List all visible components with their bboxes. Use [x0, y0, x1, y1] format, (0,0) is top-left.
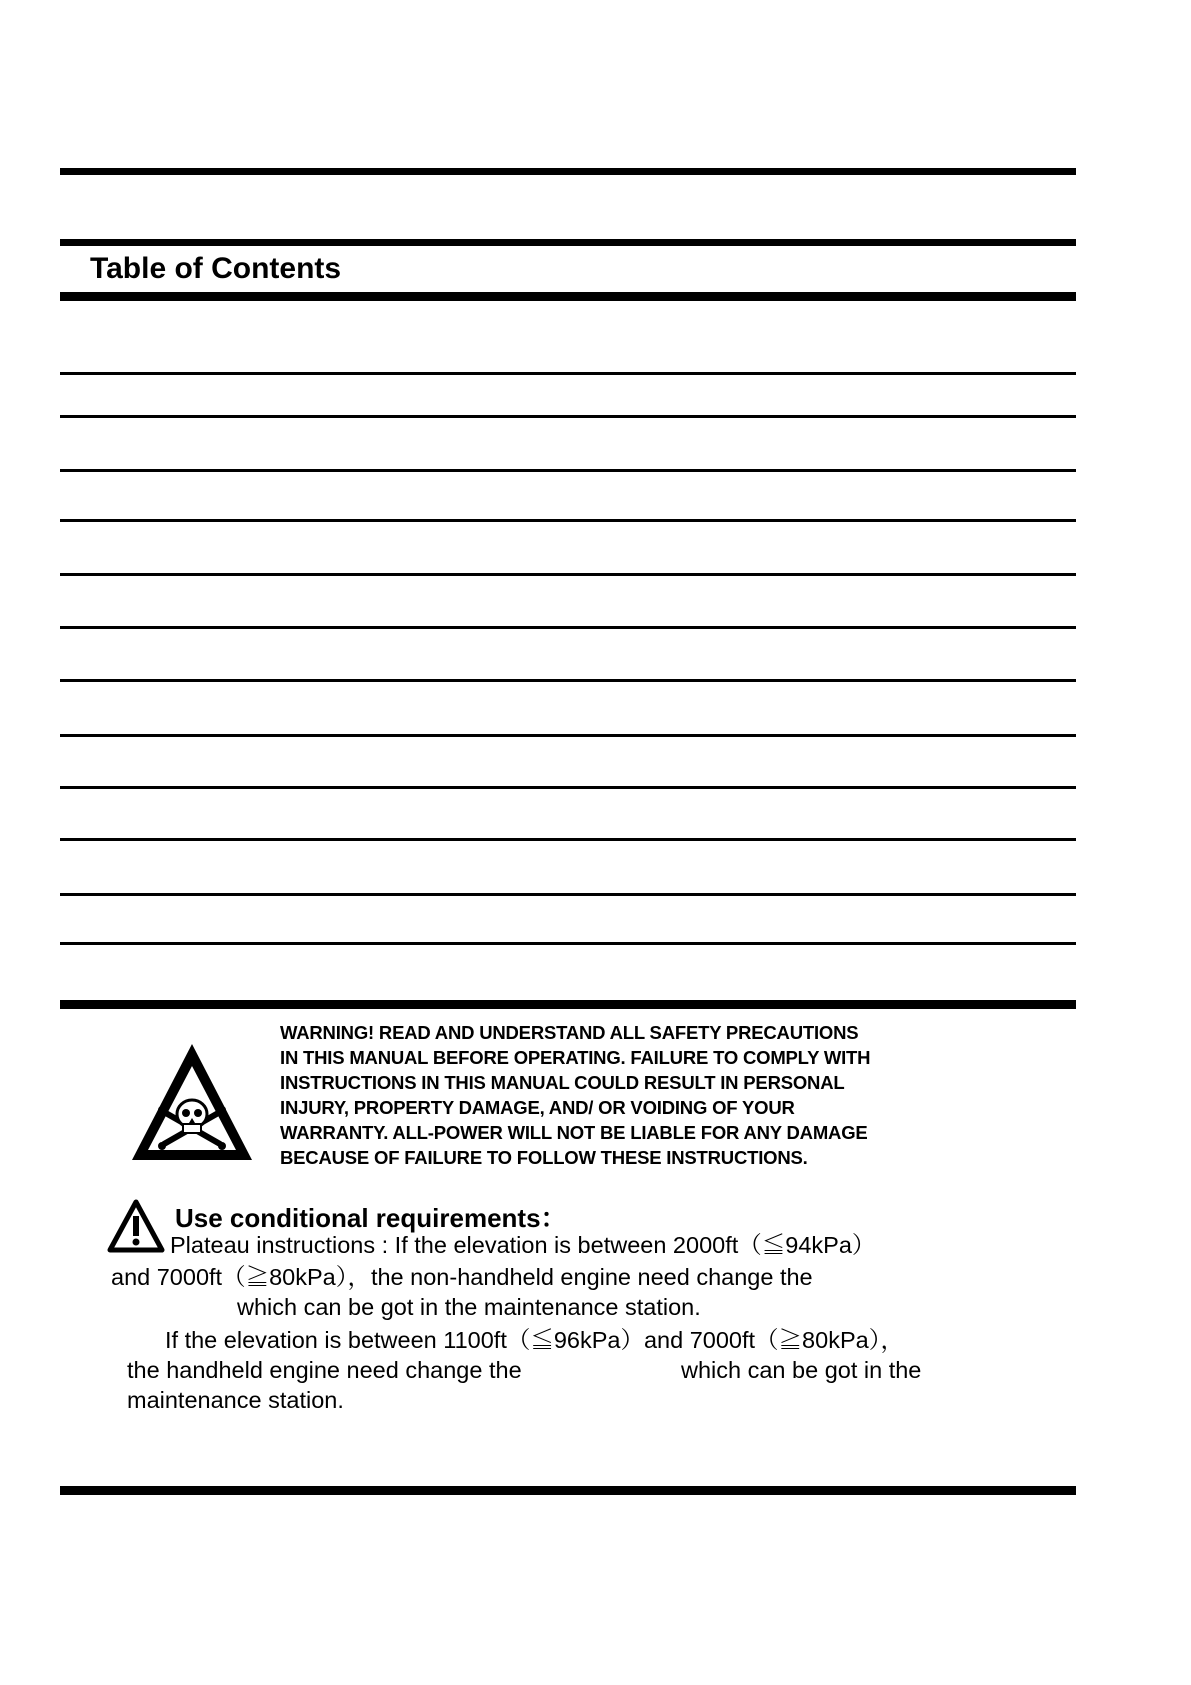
requirements-title: Use conditional requirements： — [175, 1203, 567, 1233]
warning-line: INJURY, PROPERTY DAMAGE, AND/ OR VOIDING OF YOUR — [280, 1097, 795, 1118]
warning-text — [280, 1020, 960, 1170]
toc-header-rule — [60, 292, 1076, 301]
warning-line: BECAUSE OF FAILURE TO FOLLOW THESE INSTRUCTIONS. — [280, 1147, 808, 1168]
toc-row-line — [60, 519, 1076, 522]
toc-row-line — [60, 469, 1076, 472]
toc-top-rule — [60, 239, 1076, 246]
exclamation-triangle-icon — [107, 1199, 165, 1254]
toc-row-line — [60, 626, 1076, 629]
skull-crossbones-warning-icon — [128, 1040, 256, 1166]
toc-title: Table of Contents — [90, 252, 342, 285]
requirements-line: and 7000ft（≧80kPa），the non-handheld engine need change the — [111, 1264, 813, 1290]
requirements-line: maintenance station. — [127, 1387, 344, 1413]
requirements-line: which can be got in the — [681, 1357, 922, 1383]
requirements-line: which can be got in the maintenance station. — [237, 1294, 701, 1320]
top-rule — [60, 168, 1076, 175]
toc-row-line — [60, 573, 1076, 576]
warning-line: IN THIS MANUAL BEFORE OPERATING. FAILURE TO COMPLY WITH — [280, 1047, 871, 1068]
toc-row-line — [60, 893, 1076, 896]
warning-line: WARRANTY. ALL-POWER WILL NOT BE LIABLE FOR ANY DAMAGE — [280, 1122, 868, 1143]
warning-top-rule — [60, 1000, 1076, 1009]
toc-row-line — [60, 942, 1076, 945]
toc-row-line — [60, 786, 1076, 789]
warning-line: WARNING! READ AND UNDERSTAND ALL SAFETY PRECAUTIONS — [280, 1022, 859, 1043]
toc-row-line — [60, 838, 1076, 841]
toc-row-line — [60, 372, 1076, 375]
requirements-line: If the elevation is between 1100ft（≦96kPa）and 7000ft（≧80kPa）， — [165, 1327, 904, 1353]
toc-row-line — [60, 679, 1076, 682]
toc-row-line — [60, 415, 1076, 418]
requirements-line: the handheld engine need change the — [127, 1357, 522, 1383]
requirements-line: Plateau instructions : If the elevation is between 2000ft（≦94kPa） — [170, 1232, 876, 1258]
warning-line: INSTRUCTIONS IN THIS MANUAL COULD RESULT IN PERSONAL — [280, 1072, 845, 1093]
toc-row-line — [60, 734, 1076, 737]
bottom-rule — [60, 1486, 1076, 1495]
